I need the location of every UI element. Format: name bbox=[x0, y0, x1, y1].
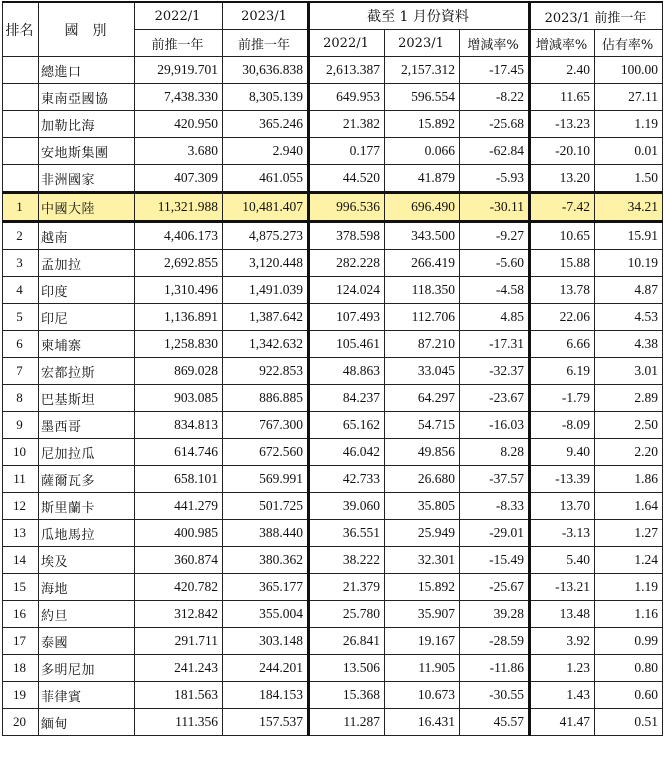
rank-cell: 16 bbox=[3, 601, 39, 628]
rank-cell: 12 bbox=[3, 493, 39, 520]
share-cell: 0.01 bbox=[595, 138, 663, 165]
jan-2022-cell: 0.177 bbox=[309, 138, 385, 165]
country-cell: 埃及 bbox=[39, 547, 135, 574]
prior-2023-cell: 355.004 bbox=[223, 601, 309, 628]
prior-change-cell: -3.13 bbox=[530, 520, 595, 547]
jan-2023-cell: 87.210 bbox=[385, 331, 460, 358]
jan-2022-cell: 13.506 bbox=[309, 655, 385, 682]
table-row bbox=[3, 655, 663, 682]
share-cell: 1.86 bbox=[595, 466, 663, 493]
jan-change-header: 增減率% bbox=[460, 30, 530, 57]
share-cell: 1.27 bbox=[595, 520, 663, 547]
jan-change-cell: 4.85 bbox=[460, 304, 530, 331]
prior-2023-cell: 365.177 bbox=[223, 574, 309, 601]
prior-2022-cell: 441.279 bbox=[135, 493, 223, 520]
jan-2023-cell: 49.856 bbox=[385, 439, 460, 466]
table-header bbox=[3, 2, 663, 57]
rank-cell: 4 bbox=[3, 277, 39, 304]
jan-2022-cell: 21.382 bbox=[309, 111, 385, 138]
rank-cell bbox=[3, 57, 39, 84]
table-row bbox=[3, 520, 663, 547]
jan-change-cell: -5.60 bbox=[460, 250, 530, 277]
country-cell: 多明尼加 bbox=[39, 655, 135, 682]
share-cell: 4.53 bbox=[595, 304, 663, 331]
country-cell: 宏都拉斯 bbox=[39, 358, 135, 385]
jan-2022-cell: 378.598 bbox=[309, 222, 385, 250]
prior-2022-cell: 4,406.173 bbox=[135, 222, 223, 250]
prior-2023-cell: 672.560 bbox=[223, 439, 309, 466]
table-row bbox=[3, 412, 663, 439]
table-row bbox=[3, 574, 663, 601]
prior-change-cell: -13.23 bbox=[530, 111, 595, 138]
share-cell: 1.64 bbox=[595, 493, 663, 520]
jan-2022-cell: 11.287 bbox=[309, 709, 385, 736]
share-cell: 1.24 bbox=[595, 547, 663, 574]
jan-2022-cell: 38.222 bbox=[309, 547, 385, 574]
table-row bbox=[3, 277, 663, 304]
rank-cell bbox=[3, 84, 39, 111]
prior-change-cell: 13.48 bbox=[530, 601, 595, 628]
prior-2023-cell: 8,305.139 bbox=[223, 84, 309, 111]
prior-change-cell: -8.09 bbox=[530, 412, 595, 439]
country-cell: 印尼 bbox=[39, 304, 135, 331]
jan-change-cell: -25.67 bbox=[460, 574, 530, 601]
jan-2022-cell: 42.733 bbox=[309, 466, 385, 493]
rank-cell: 14 bbox=[3, 547, 39, 574]
share-cell: 100.00 bbox=[595, 57, 663, 84]
rank-cell: 18 bbox=[3, 655, 39, 682]
jan-change-cell: -23.67 bbox=[460, 385, 530, 412]
prior-change-cell: 9.40 bbox=[530, 439, 595, 466]
share-cell: 1.19 bbox=[595, 574, 663, 601]
table-row bbox=[3, 466, 663, 493]
share-cell: 1.19 bbox=[595, 111, 663, 138]
table-row bbox=[3, 111, 663, 138]
prior-2022-cell: 291.711 bbox=[135, 628, 223, 655]
table-row bbox=[3, 222, 663, 250]
prior-2022-cell: 1,310.496 bbox=[135, 277, 223, 304]
country-cell: 泰國 bbox=[39, 628, 135, 655]
table-row bbox=[3, 84, 663, 111]
jan-2022-cell: 15.368 bbox=[309, 682, 385, 709]
share-cell: 34.21 bbox=[595, 193, 663, 222]
country-cell: 非洲國家 bbox=[39, 165, 135, 193]
share-cell: 0.60 bbox=[595, 682, 663, 709]
prior-change-cell: 13.20 bbox=[530, 165, 595, 193]
prior-2023-cell: 184.153 bbox=[223, 682, 309, 709]
prior-2022-cell: 834.813 bbox=[135, 412, 223, 439]
table-row bbox=[3, 628, 663, 655]
share-cell: 0.99 bbox=[595, 628, 663, 655]
table-row bbox=[3, 439, 663, 466]
jan-2022-cell: 21.379 bbox=[309, 574, 385, 601]
prior-change-cell: 41.47 bbox=[530, 709, 595, 736]
jan-2022-header: 2022/1 bbox=[309, 30, 385, 57]
prior-2022-cell: 29,919.701 bbox=[135, 57, 223, 84]
jan-change-cell: -11.86 bbox=[460, 655, 530, 682]
jan-2023-cell: 118.350 bbox=[385, 277, 460, 304]
prior-2023-cell: 1,387.642 bbox=[223, 304, 309, 331]
prior-change-cell: 13.78 bbox=[530, 277, 595, 304]
import-table bbox=[2, 1, 663, 736]
jan-2023-cell: 15.892 bbox=[385, 574, 460, 601]
col-2023-header: 2023/1 bbox=[223, 2, 309, 30]
share-cell: 0.80 bbox=[595, 655, 663, 682]
prior-2023-cell: 380.362 bbox=[223, 547, 309, 574]
prior-2023-cell: 244.201 bbox=[223, 655, 309, 682]
prior-2022-cell: 869.028 bbox=[135, 358, 223, 385]
jan-2022-cell: 44.520 bbox=[309, 165, 385, 193]
jan-change-cell: -25.68 bbox=[460, 111, 530, 138]
prior-2023-cell: 2.940 bbox=[223, 138, 309, 165]
rank-cell: 2 bbox=[3, 222, 39, 250]
jan-2023-header: 2023/1 bbox=[385, 30, 460, 57]
prior-2022-cell: 181.563 bbox=[135, 682, 223, 709]
rank-header: 排名 bbox=[3, 2, 39, 57]
jan-2023-cell: 16.431 bbox=[385, 709, 460, 736]
prior-2023-cell: 10,481.407 bbox=[223, 193, 309, 222]
share-cell: 0.51 bbox=[595, 709, 663, 736]
jan-2022-cell: 36.551 bbox=[309, 520, 385, 547]
prior-2023-cell: 3,120.448 bbox=[223, 250, 309, 277]
col-2022-header: 2022/1 bbox=[135, 2, 223, 30]
jan-2023-cell: 32.301 bbox=[385, 547, 460, 574]
rank-cell: 17 bbox=[3, 628, 39, 655]
prior-change-cell: 2.40 bbox=[530, 57, 595, 84]
share-cell: 15.91 bbox=[595, 222, 663, 250]
rank-cell: 3 bbox=[3, 250, 39, 277]
jan-change-cell: -15.49 bbox=[460, 547, 530, 574]
prior-2023-cell: 461.055 bbox=[223, 165, 309, 193]
rank-cell: 1 bbox=[3, 193, 39, 222]
table-row bbox=[3, 682, 663, 709]
prior-2022-cell: 2,692.855 bbox=[135, 250, 223, 277]
country-cell: 加勒比海 bbox=[39, 111, 135, 138]
jan-2023-cell: 25.949 bbox=[385, 520, 460, 547]
jan-2022-cell: 107.493 bbox=[309, 304, 385, 331]
jan-2022-cell: 65.162 bbox=[309, 412, 385, 439]
rank-cell: 7 bbox=[3, 358, 39, 385]
rank-cell: 19 bbox=[3, 682, 39, 709]
jan-change-cell: -62.84 bbox=[460, 138, 530, 165]
jan-2022-cell: 282.228 bbox=[309, 250, 385, 277]
prior-change-cell: 1.43 bbox=[530, 682, 595, 709]
share-cell: 2.89 bbox=[595, 385, 663, 412]
prior-2022-cell: 420.950 bbox=[135, 111, 223, 138]
prior-share-header: 佔有率% bbox=[595, 30, 663, 57]
jan-change-cell: -17.45 bbox=[460, 57, 530, 84]
prior-2023-cell: 1,342.632 bbox=[223, 331, 309, 358]
jan-group-header: 截至 1 月份資料 bbox=[309, 2, 530, 30]
country-cell: 中國大陸 bbox=[39, 193, 135, 222]
country-cell: 尼加拉瓜 bbox=[39, 439, 135, 466]
prior-2022-cell: 7,438.330 bbox=[135, 84, 223, 111]
jan-change-cell: -29.01 bbox=[460, 520, 530, 547]
jan-change-cell: -4.58 bbox=[460, 277, 530, 304]
jan-2023-cell: 596.554 bbox=[385, 84, 460, 111]
jan-change-cell: -37.57 bbox=[460, 466, 530, 493]
prior-2023-cell: 388.440 bbox=[223, 520, 309, 547]
rank-cell bbox=[3, 138, 39, 165]
rank-cell: 11 bbox=[3, 466, 39, 493]
prior-change-cell: 13.70 bbox=[530, 493, 595, 520]
jan-2022-cell: 84.237 bbox=[309, 385, 385, 412]
jan-2023-cell: 343.500 bbox=[385, 222, 460, 250]
prior-change-cell: 3.92 bbox=[530, 628, 595, 655]
prior-change-cell: 6.66 bbox=[530, 331, 595, 358]
country-cell: 約旦 bbox=[39, 601, 135, 628]
prior-2023-cell: 922.853 bbox=[223, 358, 309, 385]
prior-group-header: 2023/1 前推一年 bbox=[530, 2, 663, 30]
prior-2023-cell: 886.885 bbox=[223, 385, 309, 412]
country-cell: 緬甸 bbox=[39, 709, 135, 736]
col-2022-sub-header: 前推一年 bbox=[135, 30, 223, 57]
jan-2023-cell: 2,157.312 bbox=[385, 57, 460, 84]
table-row bbox=[3, 547, 663, 574]
prior-change-cell: -13.39 bbox=[530, 466, 595, 493]
prior-2023-cell: 569.991 bbox=[223, 466, 309, 493]
prior-2022-cell: 111.356 bbox=[135, 709, 223, 736]
jan-2022-cell: 26.841 bbox=[309, 628, 385, 655]
jan-change-cell: -17.31 bbox=[460, 331, 530, 358]
jan-2022-cell: 124.024 bbox=[309, 277, 385, 304]
country-cell: 安地斯集團 bbox=[39, 138, 135, 165]
prior-2023-cell: 501.725 bbox=[223, 493, 309, 520]
prior-2022-cell: 420.782 bbox=[135, 574, 223, 601]
prior-2022-cell: 312.842 bbox=[135, 601, 223, 628]
share-cell: 4.38 bbox=[595, 331, 663, 358]
jan-change-cell: 8.28 bbox=[460, 439, 530, 466]
jan-2023-cell: 33.045 bbox=[385, 358, 460, 385]
share-cell: 4.87 bbox=[595, 277, 663, 304]
country-cell: 印度 bbox=[39, 277, 135, 304]
jan-2023-cell: 35.907 bbox=[385, 601, 460, 628]
prior-2023-cell: 1,491.039 bbox=[223, 277, 309, 304]
jan-2023-cell: 11.905 bbox=[385, 655, 460, 682]
country-cell: 海地 bbox=[39, 574, 135, 601]
prior-2022-cell: 614.746 bbox=[135, 439, 223, 466]
prior-2022-cell: 400.985 bbox=[135, 520, 223, 547]
table-row bbox=[3, 331, 663, 358]
prior-2022-cell: 241.243 bbox=[135, 655, 223, 682]
country-cell: 菲律賓 bbox=[39, 682, 135, 709]
jan-2022-cell: 39.060 bbox=[309, 493, 385, 520]
rank-cell: 9 bbox=[3, 412, 39, 439]
jan-2023-cell: 26.680 bbox=[385, 466, 460, 493]
col-2023-sub-header: 前推一年 bbox=[223, 30, 309, 57]
rank-cell: 13 bbox=[3, 520, 39, 547]
jan-2023-cell: 64.297 bbox=[385, 385, 460, 412]
country-cell: 越南 bbox=[39, 222, 135, 250]
table-row bbox=[3, 250, 663, 277]
share-cell: 27.11 bbox=[595, 84, 663, 111]
jan-2022-cell: 105.461 bbox=[309, 331, 385, 358]
share-cell: 1.16 bbox=[595, 601, 663, 628]
jan-change-cell: -5.93 bbox=[460, 165, 530, 193]
prior-change-cell: 6.19 bbox=[530, 358, 595, 385]
table-row bbox=[3, 57, 663, 84]
jan-2022-cell: 2,613.387 bbox=[309, 57, 385, 84]
table-row bbox=[3, 138, 663, 165]
share-cell: 10.19 bbox=[595, 250, 663, 277]
country-cell: 柬埔寨 bbox=[39, 331, 135, 358]
jan-2022-cell: 996.536 bbox=[309, 193, 385, 222]
rank-cell: 20 bbox=[3, 709, 39, 736]
jan-2023-cell: 54.715 bbox=[385, 412, 460, 439]
jan-change-cell: -8.22 bbox=[460, 84, 530, 111]
jan-2022-cell: 25.780 bbox=[309, 601, 385, 628]
table-row bbox=[3, 709, 663, 736]
jan-2023-cell: 35.805 bbox=[385, 493, 460, 520]
country-cell: 巴基斯坦 bbox=[39, 385, 135, 412]
prior-2022-cell: 360.874 bbox=[135, 547, 223, 574]
jan-change-cell: 45.57 bbox=[460, 709, 530, 736]
table-row bbox=[3, 358, 663, 385]
rank-cell bbox=[3, 111, 39, 138]
country-cell: 孟加拉 bbox=[39, 250, 135, 277]
prior-2023-cell: 767.300 bbox=[223, 412, 309, 439]
table-row bbox=[3, 165, 663, 193]
rank-cell: 5 bbox=[3, 304, 39, 331]
prior-change-cell: 22.06 bbox=[530, 304, 595, 331]
prior-change-cell: 10.65 bbox=[530, 222, 595, 250]
jan-change-cell: -16.03 bbox=[460, 412, 530, 439]
jan-2022-cell: 48.863 bbox=[309, 358, 385, 385]
country-cell: 東南亞國協 bbox=[39, 84, 135, 111]
prior-change-cell: -13.21 bbox=[530, 574, 595, 601]
share-cell: 1.50 bbox=[595, 165, 663, 193]
jan-change-cell: -8.33 bbox=[460, 493, 530, 520]
table-row bbox=[3, 601, 663, 628]
share-cell: 2.20 bbox=[595, 439, 663, 466]
table-row bbox=[3, 193, 663, 222]
prior-2022-cell: 658.101 bbox=[135, 466, 223, 493]
prior-change-header: 增減率% bbox=[530, 30, 595, 57]
country-header: 國 別 bbox=[39, 2, 135, 57]
jan-change-cell: 39.28 bbox=[460, 601, 530, 628]
share-cell: 2.50 bbox=[595, 412, 663, 439]
prior-2022-cell: 407.309 bbox=[135, 165, 223, 193]
jan-change-cell: -30.11 bbox=[460, 193, 530, 222]
rank-cell: 8 bbox=[3, 385, 39, 412]
prior-2022-cell: 903.085 bbox=[135, 385, 223, 412]
prior-2023-cell: 303.148 bbox=[223, 628, 309, 655]
jan-2022-cell: 46.042 bbox=[309, 439, 385, 466]
prior-change-cell: 1.23 bbox=[530, 655, 595, 682]
prior-2022-cell: 1,136.891 bbox=[135, 304, 223, 331]
country-cell: 瓜地馬拉 bbox=[39, 520, 135, 547]
jan-2023-cell: 0.066 bbox=[385, 138, 460, 165]
rank-cell bbox=[3, 165, 39, 193]
jan-2023-cell: 696.490 bbox=[385, 193, 460, 222]
jan-2023-cell: 15.892 bbox=[385, 111, 460, 138]
jan-2023-cell: 266.419 bbox=[385, 250, 460, 277]
jan-2023-cell: 41.879 bbox=[385, 165, 460, 193]
country-cell: 斯里蘭卡 bbox=[39, 493, 135, 520]
prior-2022-cell: 11,321.988 bbox=[135, 193, 223, 222]
rank-cell: 15 bbox=[3, 574, 39, 601]
jan-change-cell: -9.27 bbox=[460, 222, 530, 250]
table-row bbox=[3, 304, 663, 331]
share-cell: 3.01 bbox=[595, 358, 663, 385]
prior-2022-cell: 1,258.830 bbox=[135, 331, 223, 358]
table-body bbox=[3, 57, 663, 736]
prior-2023-cell: 157.537 bbox=[223, 709, 309, 736]
rank-cell: 6 bbox=[3, 331, 39, 358]
country-cell: 薩爾瓦多 bbox=[39, 466, 135, 493]
prior-change-cell: -7.42 bbox=[530, 193, 595, 222]
country-cell: 墨西哥 bbox=[39, 412, 135, 439]
jan-change-cell: -32.37 bbox=[460, 358, 530, 385]
prior-change-cell: 5.40 bbox=[530, 547, 595, 574]
prior-change-cell: 15.88 bbox=[530, 250, 595, 277]
jan-2023-cell: 10.673 bbox=[385, 682, 460, 709]
jan-2023-cell: 112.706 bbox=[385, 304, 460, 331]
prior-change-cell: -1.79 bbox=[530, 385, 595, 412]
jan-change-cell: -28.59 bbox=[460, 628, 530, 655]
prior-2022-cell: 3.680 bbox=[135, 138, 223, 165]
prior-change-cell: 11.65 bbox=[530, 84, 595, 111]
jan-2023-cell: 19.167 bbox=[385, 628, 460, 655]
country-cell: 總進口 bbox=[39, 57, 135, 84]
table-row bbox=[3, 493, 663, 520]
jan-change-cell: -30.55 bbox=[460, 682, 530, 709]
prior-change-cell: -20.10 bbox=[530, 138, 595, 165]
prior-2023-cell: 30,636.838 bbox=[223, 57, 309, 84]
prior-2023-cell: 365.246 bbox=[223, 111, 309, 138]
table-row bbox=[3, 385, 663, 412]
jan-2022-cell: 649.953 bbox=[309, 84, 385, 111]
prior-2023-cell: 4,875.273 bbox=[223, 222, 309, 250]
rank-cell: 10 bbox=[3, 439, 39, 466]
